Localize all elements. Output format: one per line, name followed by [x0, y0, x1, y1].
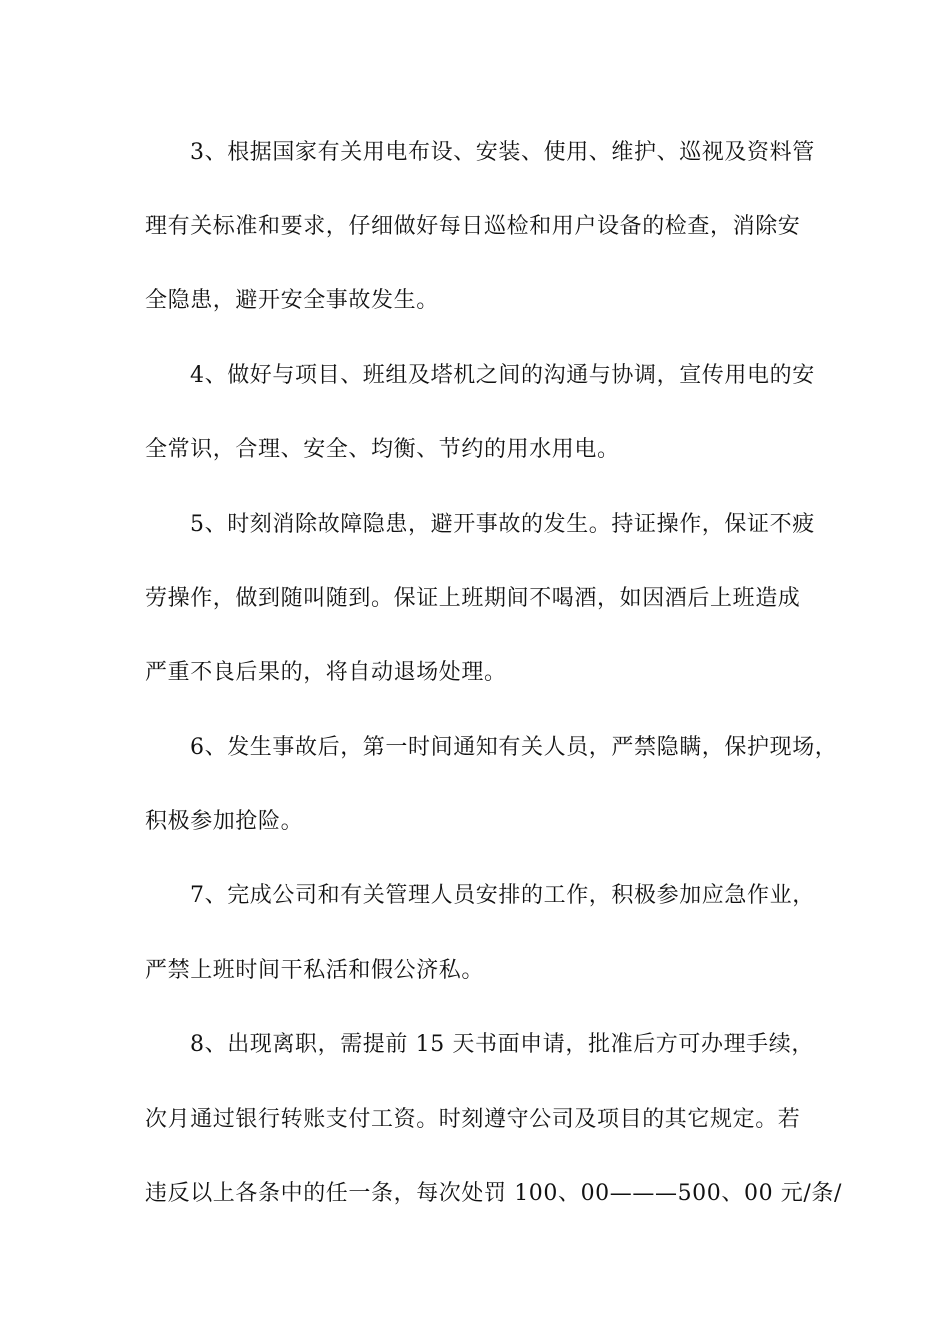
paragraph-7-line-1: 7、完成公司和有关管理人员安排的工作，积极参加应急作业， [190, 883, 815, 908]
paragraph-4-line-1: 4、做好与项目、班组及塔机之间的沟通与协调，宣传用电的安 [190, 363, 815, 388]
paragraph-3-line-3: 全隐患，避开安全事故发生。 [145, 288, 439, 313]
paragraph-8-line-2: 次月通过银行转账支付工资。时刻遵守公司及项目的其它规定。若 [145, 1107, 801, 1132]
paragraph-3-line-1: 3、根据国家有关用电布设、安装、使用、维护、巡视及资料管 [190, 140, 815, 165]
paragraph-6-line-1: 6、发生事故后，第一时间通知有关人员，严禁隐瞒，保护现场， [190, 735, 838, 760]
paragraph-5-line-2: 劳操作，做到随叫随到。保证上班期间不喝酒，如因酒后上班造成 [145, 586, 801, 611]
paragraph-3-line-2: 理有关标准和要求，仔细做好每日巡检和用户设备的检查，消除安 [145, 214, 801, 239]
paragraph-5-line-1: 5、时刻消除故障隐患，避开事故的发生。持证操作，保证不疲 [190, 512, 815, 537]
paragraph-8-line-1: 8、出现离职，需提前 15 天书面申请，批准后方可办理手续， [190, 1032, 814, 1057]
paragraph-4-line-2: 全常识，合理、安全、均衡、节约的用水用电。 [145, 437, 620, 462]
paragraph-5-line-3: 严重不良后果的，将自动退场处理。 [145, 660, 507, 685]
paragraph-6-line-2: 积极参加抢险。 [145, 809, 304, 834]
paragraph-8-line-3: 违反以上各条中的任一条，每次处罚 100、00———500、00 元/条/ [145, 1181, 842, 1206]
paragraph-7-line-2: 严禁上班时间干私活和假公济私。 [145, 958, 485, 983]
